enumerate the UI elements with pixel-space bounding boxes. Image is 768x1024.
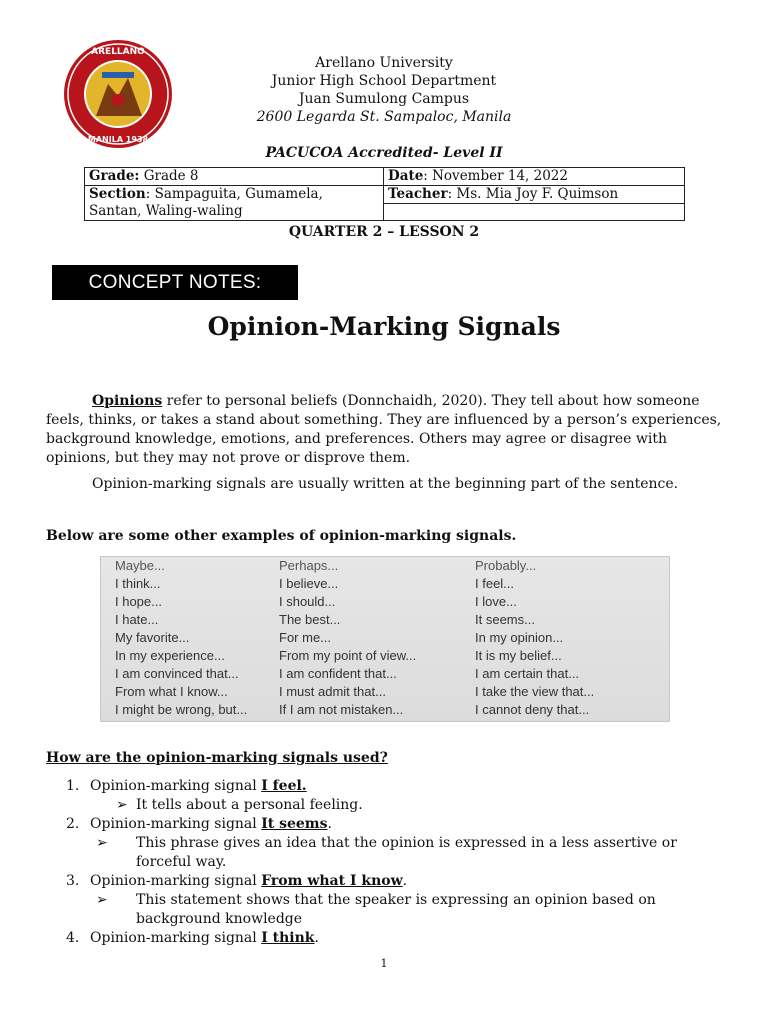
signal-item: In my experience... (115, 648, 225, 663)
signal-term: I feel. (261, 778, 307, 794)
signal-item: It is my belief... (475, 648, 562, 663)
date-label: Date (388, 168, 424, 184)
intro-line-2: Opinion-marking signals are usually written at the beginning part of the sentence. (92, 476, 679, 492)
signal-item: The best... (279, 612, 341, 627)
date-value: : November 14, 2022 (423, 168, 568, 184)
signal-term: From what I know (261, 873, 403, 889)
svg-text:MANILA 1938: MANILA 1938 (87, 135, 149, 144)
signals-column-2 (279, 557, 416, 719)
signal-item: I think... (115, 576, 161, 591)
examples-heading: Below are some other examples of opinion-marking signals. (46, 528, 517, 544)
signal-item: I cannot deny that... (475, 702, 590, 717)
signal-item: I hate... (115, 612, 159, 627)
university-name: Arellano University (315, 55, 453, 71)
page-title: Opinion-Marking Signals (207, 312, 561, 341)
signal-term: It seems (261, 816, 328, 832)
intro-paragraph (46, 392, 726, 468)
list-item: 2. Opinion-marking signal It seems. (66, 816, 332, 832)
signal-item: From what I know... (115, 684, 228, 699)
department-name: Junior High School Department (271, 73, 497, 89)
page-number: 1 (380, 957, 388, 970)
signal-item: I hope... (115, 594, 162, 609)
usage-heading: How are the opinion-marking signals used? (46, 750, 388, 766)
address: 2600 Legarda St. Sampaloc, Manila (256, 109, 512, 125)
concept-notes-banner: CONCEPT NOTES: (52, 265, 298, 300)
arrow-bullet-icon: ➢ (116, 797, 128, 813)
signals-column-1 (115, 557, 247, 719)
list-item-note: ➢ It tells about a personal feeling. (116, 797, 363, 813)
campus-name: Juan Sumulong Campus (298, 91, 470, 107)
usage-list (66, 777, 706, 957)
signal-item: I am confident that... (279, 666, 397, 681)
opinion-signals-table-image (100, 556, 670, 722)
signal-item: I feel... (475, 576, 515, 591)
signal-item: Perhaps... (279, 558, 339, 573)
section-cell (85, 186, 384, 221)
date-cell (384, 168, 685, 186)
grade-cell (85, 168, 384, 186)
list-item: 4. Opinion-marking signal I think. (66, 930, 319, 946)
teacher-cell (384, 186, 685, 221)
list-item: 1. Opinion-marking signal I feel. (66, 778, 307, 794)
signal-item: I should... (279, 594, 336, 609)
accreditation: PACUCOA Accredited- Level II (265, 145, 503, 161)
class-info-table (84, 167, 685, 221)
signal-item: For me... (279, 630, 332, 645)
list-item-note: ➢ This phrase gives an idea that the opinion is expressed in a less assertive or forceful way. (96, 835, 677, 870)
signal-item: Probably... (475, 558, 537, 573)
svg-text:ARELLANO: ARELLANO (91, 47, 145, 57)
signal-item: I am certain that... (475, 666, 580, 681)
signal-item: My favorite... (115, 630, 190, 645)
lesson-heading: QUARTER 2 – LESSON 2 (288, 224, 480, 240)
signals-column-3 (475, 557, 594, 719)
signal-item: I love... (475, 594, 517, 609)
teacher-label: Teacher (388, 186, 448, 202)
signal-item: I believe... (279, 576, 339, 591)
signal-item: In my opinion... (475, 630, 564, 645)
arrow-bullet-icon: ➢ (96, 892, 108, 908)
list-item-note: ➢ This statement shows that the speaker is expressing an opinion based on background knowledge (96, 892, 656, 927)
signal-item: I must admit that... (279, 684, 386, 699)
arrow-bullet-icon: ➢ (96, 835, 108, 851)
signal-item: If I am not mistaken... (279, 702, 404, 717)
signal-item: It seems... (475, 612, 535, 627)
signal-item: I am convinced that... (115, 666, 239, 681)
signal-item: I take the view that... (475, 684, 595, 699)
signal-item: Maybe... (115, 558, 165, 573)
intro-text: refer to personal beliefs (Donnchaidh, 2020). They tell about how someone feels, thinks, or takes a stand about something. They are influenced by a person’s experiences, background knowledge, emotions, and preferences. Others may agree or disagree with opinions, but they may not prove or disprove them. (46, 393, 722, 466)
section-label: Section (89, 186, 146, 202)
list-item: 3. Opinion-marking signal From what I know. (66, 873, 408, 889)
opinions-term: Opinions (92, 393, 163, 409)
grade-label: Grade: (89, 168, 140, 184)
signal-item: From my point of view... (279, 648, 417, 663)
signal-item: I might be wrong, but... (115, 702, 248, 717)
signal-term: I think (261, 930, 315, 946)
teacher-value: : Ms. Mia Joy F. Quimson (447, 186, 619, 202)
section-value: : Sampaguita, Gumamela, Santan, Waling-waling (89, 186, 323, 219)
grade-value: Grade 8 (143, 168, 199, 184)
